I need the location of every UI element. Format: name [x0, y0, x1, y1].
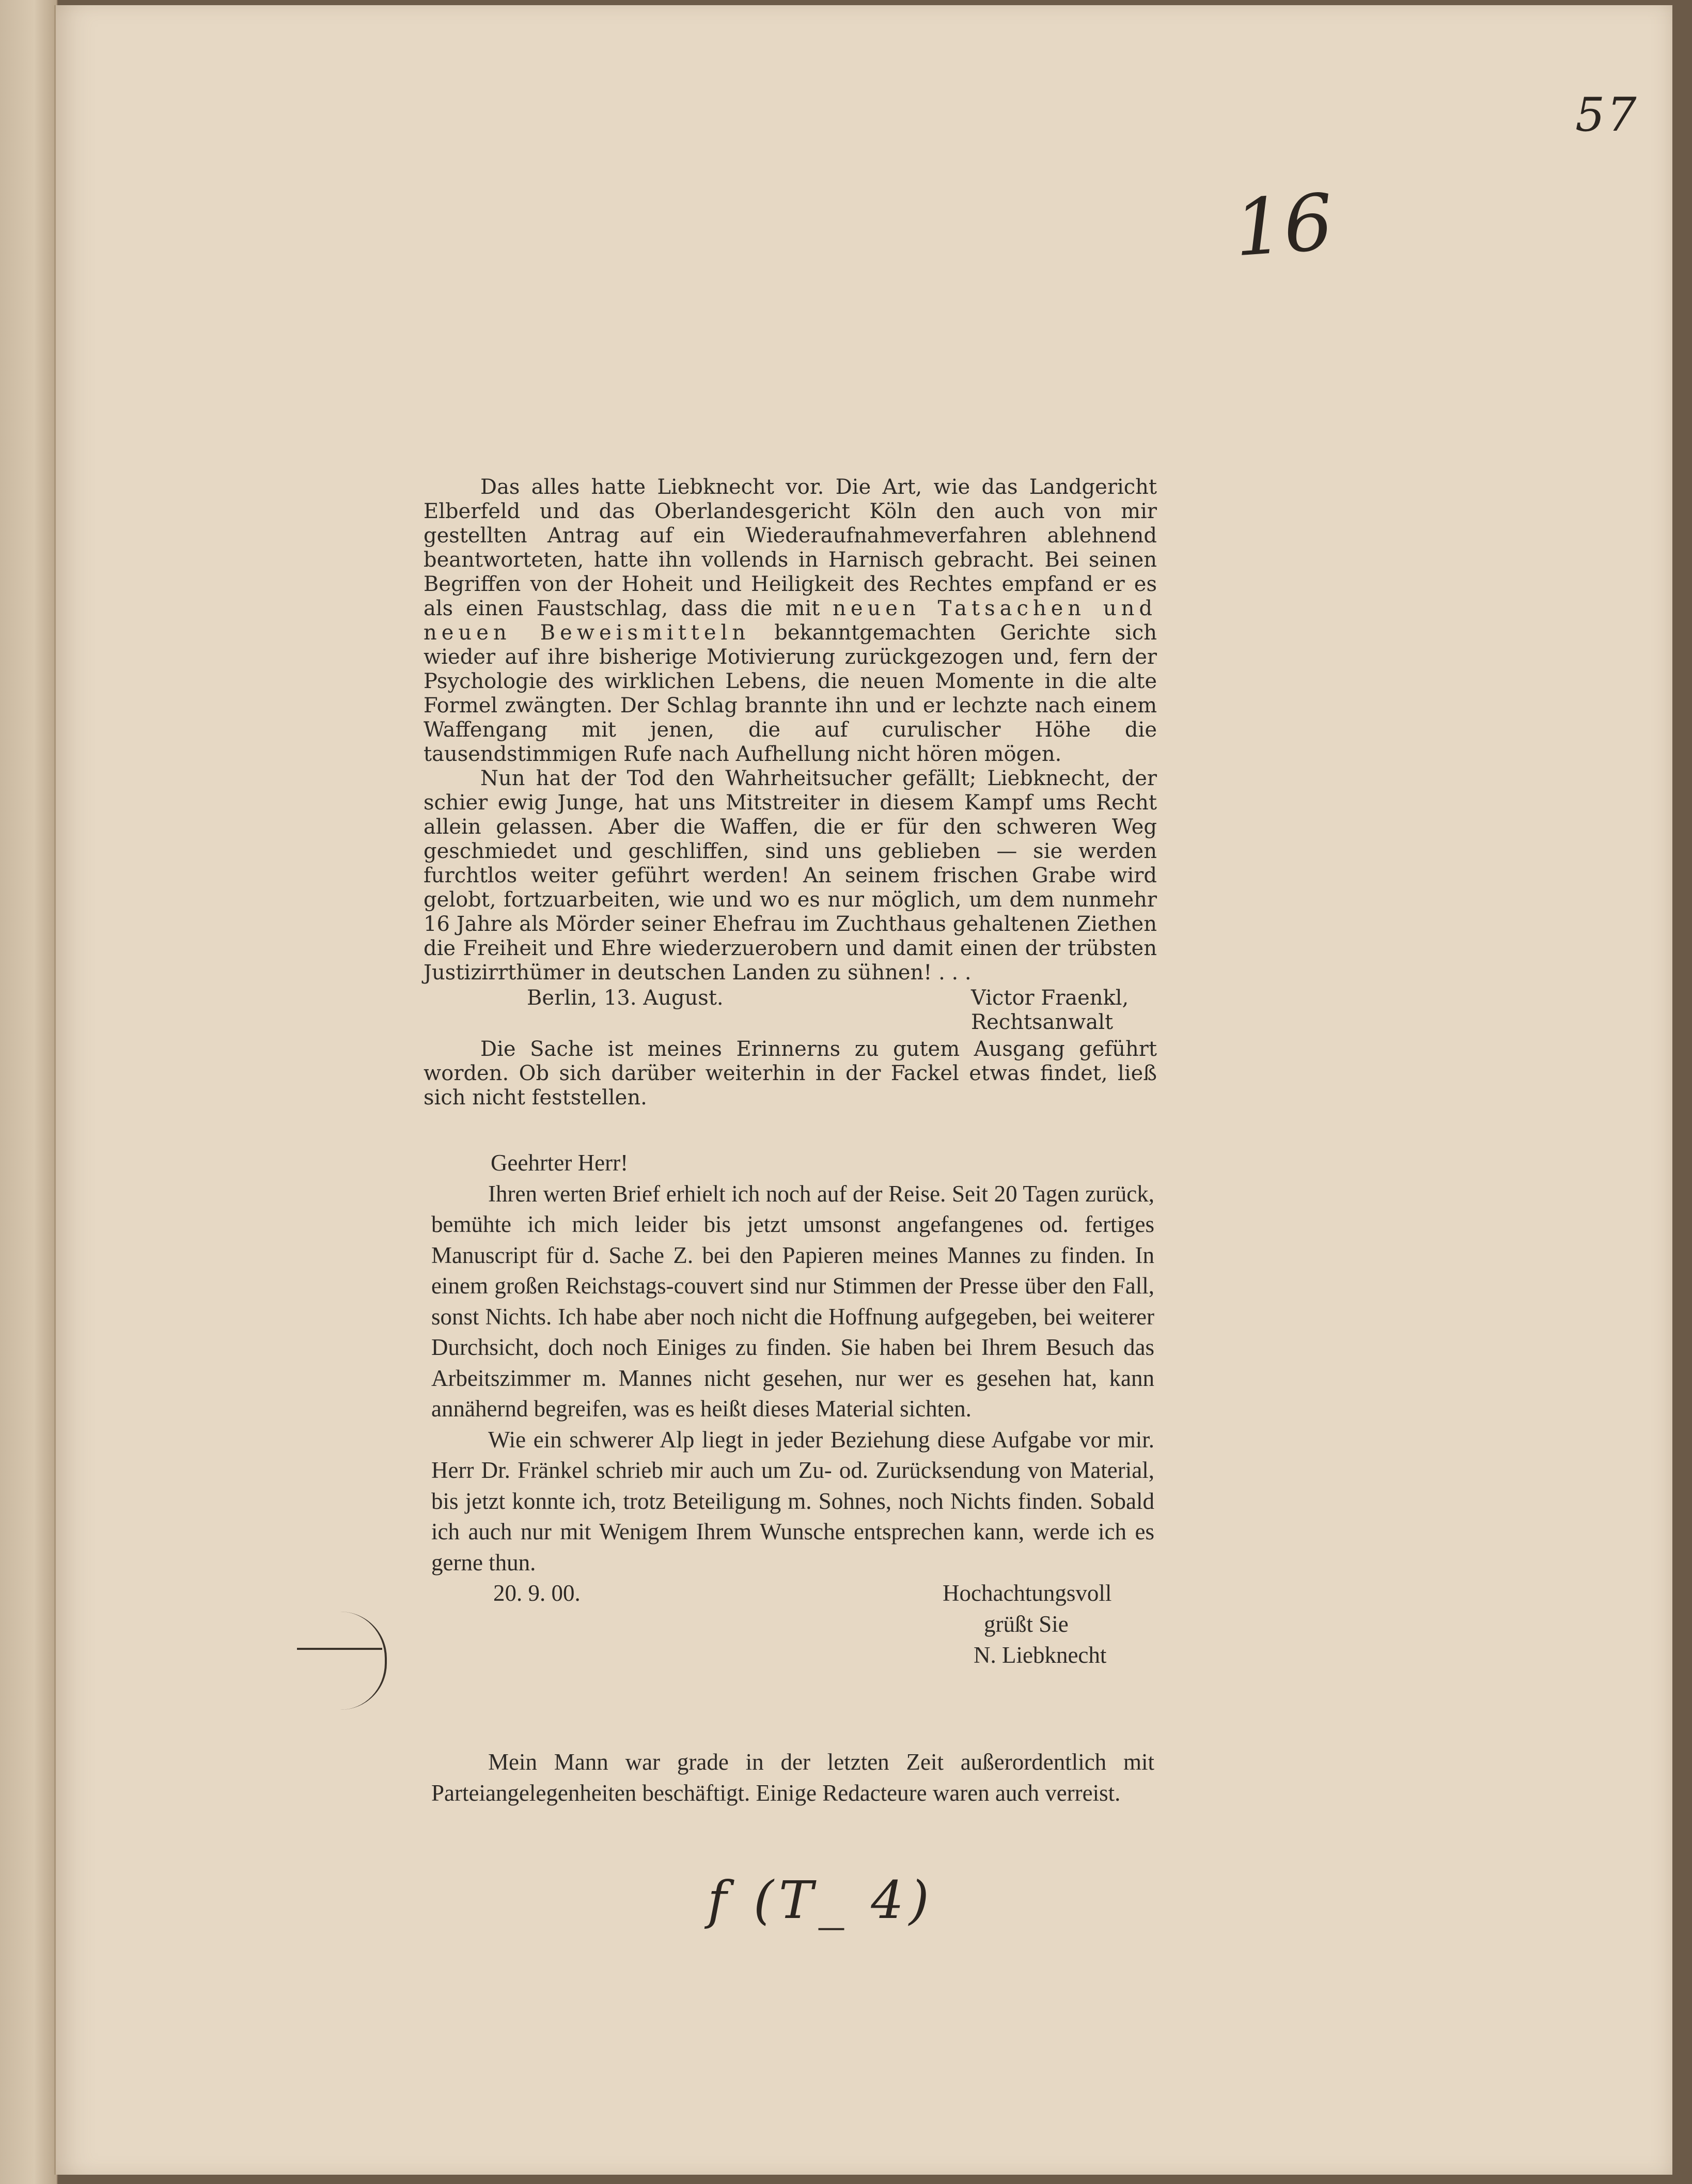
- letter-paragraph-1: Ihren werten Brief erhielt ich noch auf der Reise. Seit 20 Tagen zurück, bemühte ich mich leider bis jetzt umsonst angefangenes od. fertiges Manuscript für d. Sache Z. bei den Papieren meines Mannes zu finden. In einem großen Reichstags-couvert sind nur Stimmen der Presse über den Fall, sonst Nichts. Ich habe aber noch nicht die Hoffnung aufgegeben, bei weiterer Durchsicht, doch noch Einiges zu finden. Sie haben bei Ihrem Besuch das Arbeitszimmer m. Mannes nicht gesehen, nur wer es gesehen hat, kann annähernd begreifen, was es heißt dieses Material sichten.: [431, 1180, 1154, 1422]
- article-signature: [424, 986, 1157, 1035]
- letter-closing-1: Hochachtungsvoll: [943, 1580, 1112, 1606]
- letter-signature: N. Liebknecht: [974, 1642, 1107, 1668]
- article-place-date: Berlin, 13. August.: [527, 986, 724, 1010]
- letter: [431, 1148, 1154, 1671]
- letter-closing-2: grüßt Sie: [984, 1611, 1069, 1637]
- handwritten-number: 16: [1231, 177, 1336, 274]
- emphasized-phrase: neuen Tatsachen und neuen Beweismitteln: [424, 597, 1157, 645]
- article-author-role: Rechtsanwalt: [971, 1010, 1114, 1034]
- folio-number: 57: [1575, 88, 1639, 142]
- letter-paragraph-2: Wie ein schwerer Alp liegt in jeder Beziehung diese Aufgabe vor mir. Herr Dr. Fränkel schrieb mir auch um Zu- od. Zurücksendung von Material, bis jetzt konnte ich, trotz Beteiligung m. Sohnes, noch Nichts finden. Sobald ich auch nur mit Wenigem Ihrem Wunsche entsprechen kann, werde ich es gerne thun.: [431, 1426, 1154, 1575]
- editor-note-text: Die Sache ist meines Erinnerns zu gutem Ausgang geführt worden. Ob sich darüber weiterhin in der Fackel etwas findet, ließ sich nicht feststellen.: [424, 1037, 1157, 1110]
- handwritten-bottom-note: f (T_ 4): [708, 1870, 934, 1930]
- previous-page-edge: [0, 0, 58, 2184]
- handwritten-line-mark: [297, 1648, 382, 1650]
- postscript-text: Mein Mann war grade in der letzten Zeit außerordentlich mit Parteiangelegenheiten beschäftigt. Einige Redacteure waren auch verreist.: [431, 1749, 1154, 1806]
- handwritten-bracket-mark: [297, 1612, 387, 1710]
- letter-signature-block: [431, 1578, 1154, 1671]
- article-text: [424, 475, 1157, 1035]
- letter-salutation: Geehrter Herr!: [491, 1150, 629, 1176]
- letter-date: 20. 9. 00.: [493, 1580, 581, 1606]
- article-paragraph-2: Nun hat der Tod den Wahrheitsucher gefällt; Liebknecht, der schier ewig Junge, hat uns Mitstreiter in diesem Kampf ums Recht allein gelassen. Aber die Waffen, die er für den schweren Weg geschmiedet und geschliffen, sind uns geblieben — sie werden furchtlos weiter geführt werden! An seinem frischen Grabe wird gelobt, fortzuarbeiten, wie und wo es nur möglich, um dem nunmehr 16 Jahre als Mörder seiner Ehefrau im Zuchthaus gehaltenen Ziethen die Freiheit und Ehre wiederzuerobern und damit einen der trübsten Justizirrthümer in deutschen Landen zu sühnen! . . .: [424, 767, 1157, 985]
- postscript: [431, 1747, 1154, 1808]
- article-author: Victor Fraenkl,: [971, 986, 1129, 1010]
- editor-note: [424, 1037, 1157, 1110]
- article-paragraph-1: Das alles hatte Liebknecht vor. Die Art, wie das Landgericht Elberfeld und das Oberlandesgericht Köln den auch von mir gestellten Antrag auf ein Wiederaufnahmeverfahren ablehnend beantworteten, hatte ihn vollends in Harnisch gebracht. Bei seinen Begriffen von der Hoheit und Heiligkeit des Rechtes empfand er es als einen Faustschlag, dass die mit neuen Tatsachen und neuen Beweismitteln bekanntgemachten Gerichte sich wieder auf ihre bisherige Motivierung zurückgezogen und, fern der Psychologie des wirklichen Lebens, die neuen Momente in die alte Formel zwängten. Der Schlag brannte ihn und er lechzte nach einem Waffengang mit jenen, die auf curulischer Höhe die tausendstimmigen Rufe nach Aufhellung nicht hören mögen.: [424, 475, 1157, 766]
